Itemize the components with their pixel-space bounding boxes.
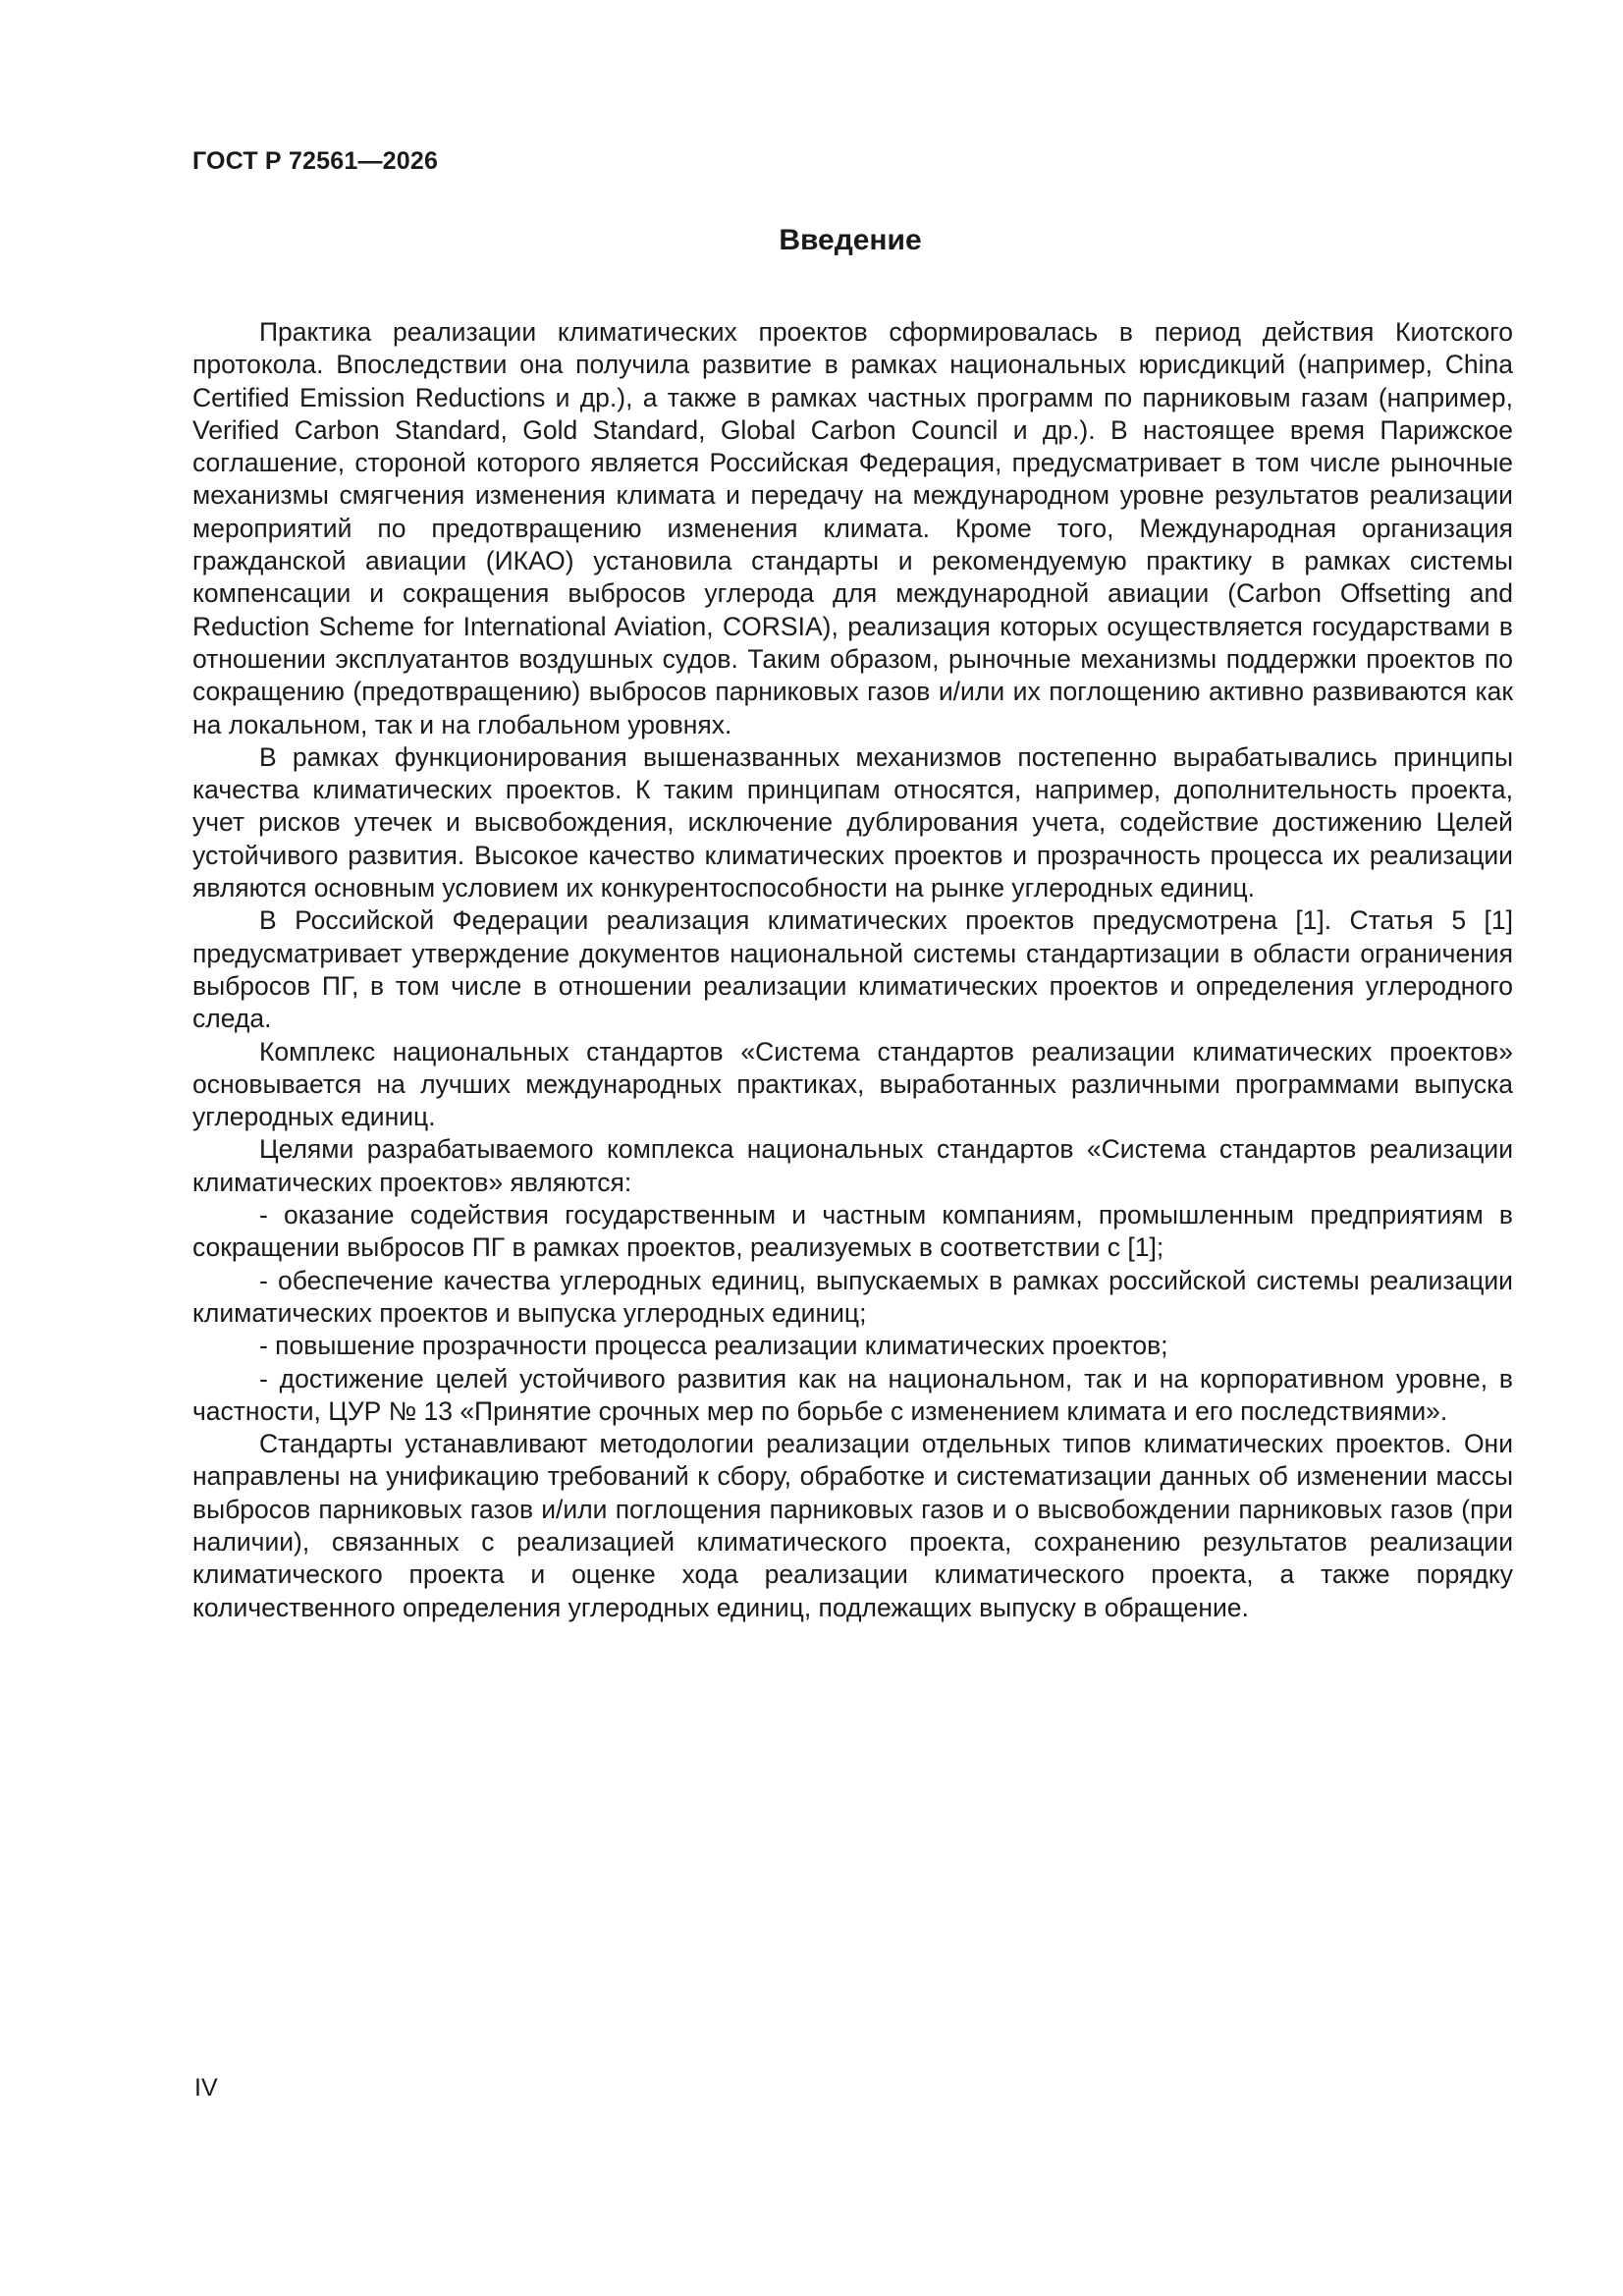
body-text xyxy=(192,316,1513,1624)
paragraph-quality-principles: В рамках функционирования вышеназванных механизмов постепенно вырабатывались принципы качества климатических проектов. К таким принципам относятся, например, дополнительность проекта, учет рисков утечек и высвобождения, исключение дублирования учета, содействие достижению Целей устойчивого развития. Высокое качество климатических проектов и прозрачность процесса их реализации являются основным условием их конкурентоспособности на рынке углеродных единиц. xyxy=(192,741,1513,903)
section-title: Введение xyxy=(779,224,922,256)
list-item-goal-1: - оказание содействия государственным и частным компаниям, промышленным предприятиям в сокращении выбросов ПГ в рамках проектов, реализуемых в соответствии с [1]; xyxy=(192,1200,1513,1263)
list-item-goal-2: - обеспечение качества углеродных единиц, выпускаемых в рамках российской системы реализации климатических проектов и выпуска углеродных единиц; xyxy=(192,1265,1513,1328)
list-item-goal-3: - повышение прозрачности процесса реализации климатических проектов; xyxy=(259,1331,1168,1361)
paragraph-russian-federation: В Российской Федерации реализация климатических проектов предусмотрена [1]. Статья 5 [1] предусматривает утверждение документов национальной системы стандартизации в области ограничения выбросов ПГ, в том числе в отношении реализации климатических проектов и определения углеродного следа. xyxy=(192,905,1513,1034)
paragraph-methodologies: Стандарты устанавливают методологии реализации отдельных типов климатических проектов. Они направлены на унификацию требований к сбору, обработке и систематизации данных об изменении массы выбросов парниковых газов и/или поглощения парниковых газов и о высвобождении парниковых газов (при наличии), связанных с реализацией климатического проекта, сохранению результатов реализации климатического проекта и оценке хода реализации климатического проекта, а также порядку количественного определения углеродных единиц, подлежащих выпуску в обращение. xyxy=(192,1429,1513,1622)
list-item-goal-4: - достижение целей устойчивого развития как на национальном, так и на корпоративном уровне, в частности, ЦУР № 13 «Принятие срочных мер по борьбе с изменением климата и его последствиями». xyxy=(192,1363,1513,1426)
paragraph-standards-complex: Комплекс национальных стандартов «Система стандартов реализации климатических проектов» основывается на лучших международных практиках, выработанных различными программами выпуска углеродных единиц. xyxy=(192,1036,1513,1132)
paragraph-history: Практика реализации климатических проектов сформировалась в период действия Киотского протокола. Впоследствии она получила развитие в рамках национальных юрисдикций (например, China Certified Emission Reductions и др.), а также в рамках частных программ по парниковым газам (например, Verified Carbon Standard, Gold Standard, Global Carbon Council и др.). В настоящее время Парижское соглашение, стороной которого является Российская Федерация, предусматривает в том числе рыночные механизмы смягчения изменения климата и передачу на международном уровне результатов реализации мероприятий по предотвращению изменения климата. Кроме того, Международная организация гражданской авиации (ИКАО) установила стандарты и рекомендуемую практику в рамках системы компенсации и сокращения выбросов углерода для международной авиации (Carbon Offsetting and Reduction Scheme for International Aviation, CORSIA), реализация которых осуществляется государствами в отношении эксплуатантов воздушных судов. Таким образом, рыночные механизмы поддержки проектов по сокращению (предотвращению) выбросов парниковых газов и/или их поглощению активно развиваются как на локальном, так и на глобальном уровнях. xyxy=(192,317,1513,739)
paragraph-goals-intro: Целями разрабатываемого комплекса национальных стандартов «Система стандартов реализации климатических проектов» являются: xyxy=(192,1134,1513,1197)
document-code: ГОСТ Р 72561—2026 xyxy=(192,147,439,175)
page-number: IV xyxy=(194,2074,218,2102)
